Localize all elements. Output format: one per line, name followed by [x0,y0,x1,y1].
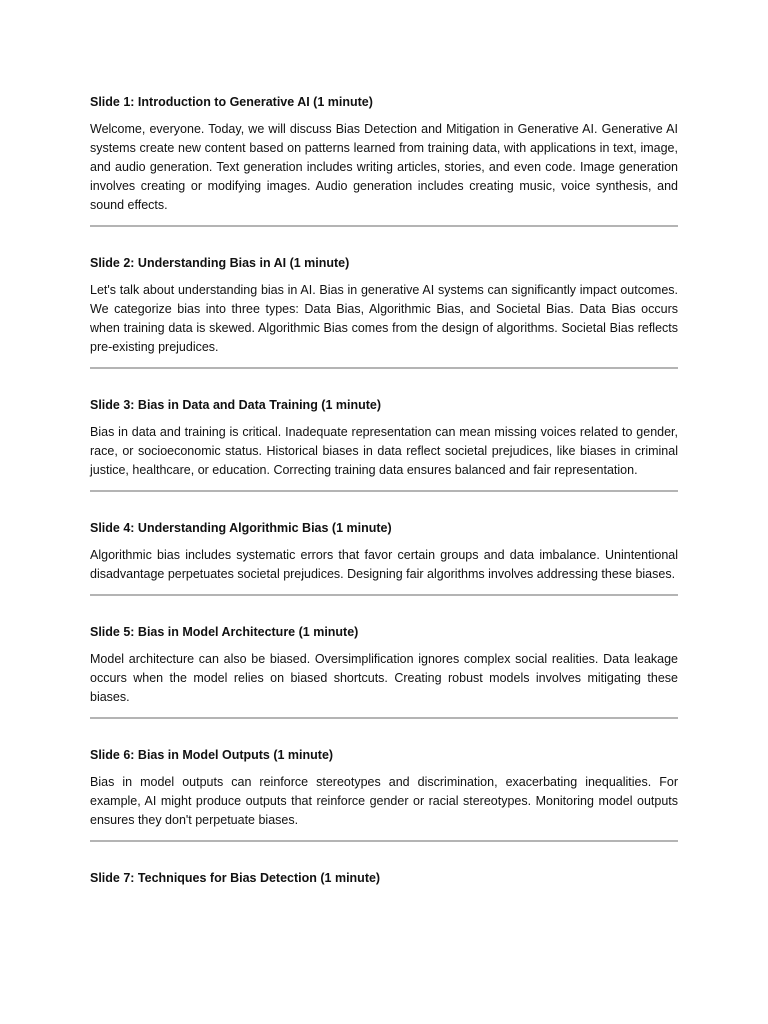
section-divider [90,717,678,719]
section-divider [90,594,678,596]
section-divider [90,367,678,369]
slide-section-4 [90,519,678,596]
slide-section-6 [90,746,678,842]
slide-title: Slide 2: Understanding Bias in AI (1 minute) [90,256,350,270]
slide-section-7 [90,869,678,887]
slide-body: Welcome, everyone. Today, we will discuss Bias Detection and Mitigation in Generative AI. Generative AI systems create new content based on patterns learned from training data, with applications in text, image, and audio generation. Text generation includes writing articles, stories, and even code. Image generation involves creating or modifying images. Audio generation includes creating music, voice synthesis, and sound effects. [90,122,678,212]
section-divider [90,490,678,492]
slide-title: Slide 5: Bias in Model Architecture (1 minute) [90,625,359,639]
slide-section-1 [90,93,678,227]
slide-section-2 [90,254,678,369]
slide-title: Slide 6: Bias in Model Outputs (1 minute) [90,748,334,762]
section-divider [90,840,678,842]
slide-body: Model architecture can also be biased. Oversimplification ignores complex social realities. Data leakage occurs when the model relies on biased shortcuts. Creating robust models involves mitigating these biases. [90,652,678,704]
slide-title: Slide 3: Bias in Data and Data Training (1 minute) [90,398,382,412]
slide-title: Slide 1: Introduction to Generative AI (1 minute) [90,95,373,109]
slide-section-5 [90,623,678,719]
slide-body: Bias in model outputs can reinforce stereotypes and discrimination, exacerbating inequalities. For example, AI might produce outputs that reinforce gender or racial stereotypes. Monitoring model outputs ensures they don't perpetuate biases. [90,775,678,827]
slide-title: Slide 4: Understanding Algorithmic Bias (1 minute) [90,521,392,535]
slide-body: Algorithmic bias includes systematic errors that favor certain groups and data imbalance. Unintentional disadvantage perpetuates societal prejudices. Designing fair algorithms involves addressing these biases. [90,548,678,581]
slide-title: Slide 7: Techniques for Bias Detection (1 minute) [90,871,381,885]
slide-body: Let's talk about understanding bias in AI. Bias in generative AI systems can significantly impact outcomes. We categorize bias into three types: Data Bias, Algorithmic Bias, and Societal Bias. Data Bias occurs when training data is skewed. Algorithmic Bias comes from the design of algorithms. Societal Bias reflects pre-existing prejudices. [90,283,678,354]
section-divider [90,225,678,227]
slide-section-3 [90,396,678,492]
slide-body: Bias in data and training is critical. Inadequate representation can mean missing voices related to gender, race, or socioeconomic status. Historical biases in data reflect societal prejudices, like biases in criminal justice, healthcare, or education. Correcting training data ensures balanced and fair representation. [90,425,678,477]
